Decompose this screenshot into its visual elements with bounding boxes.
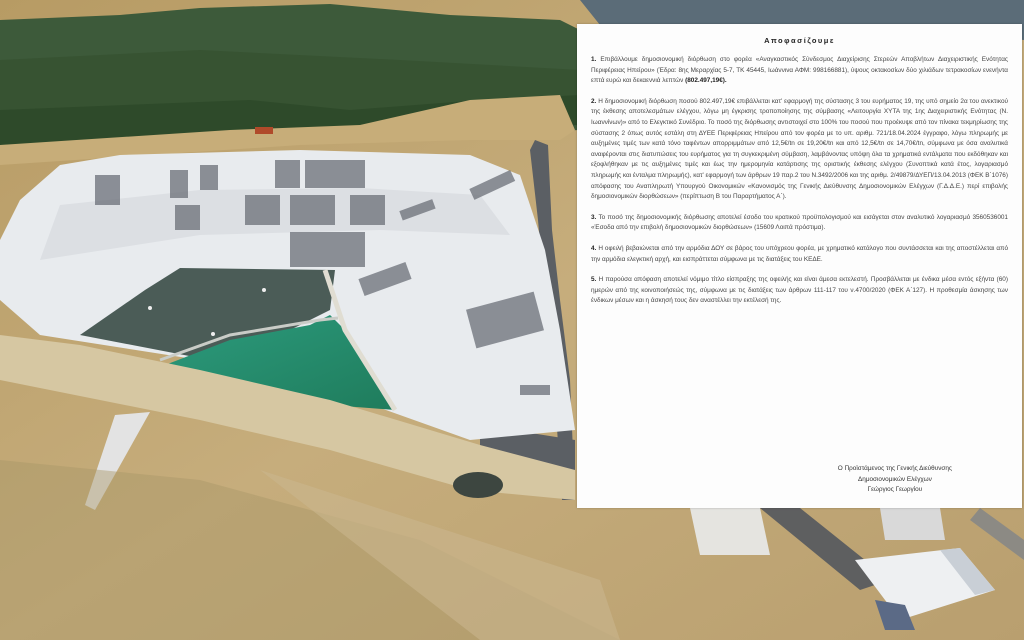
paragraph-5: [591, 275, 1008, 307]
paragraph-1-number: 1.: [591, 56, 597, 63]
paragraph-5-number: 5.: [591, 276, 597, 284]
paragraph-4: [591, 244, 1008, 265]
paragraph-1-text: Επιβάλλουμε δημοσιονομική διόρθωση στο φορέα «Αναγκαστικός Σύνδεσμος Διαχείρισης Στερεών Αποβλήτων Διαχειριστικής Ενότητας Περιφέρειας Ηπείρου» (Έδρα: 8ης Μεραρχίας 5-7, ΤΚ 45445, Ιωάννινα ΑΦΜ: 998166881), ύψους οκτακοσίων δύο χιλιάδων τετρακοσίων ενενήντα επτά ευρώ και δεκαεννιά λεπτών: [591, 56, 1008, 85]
signature-department: Δημοσιονομικών Ελέγχων: [858, 475, 932, 483]
paragraph-2: [591, 97, 1008, 203]
document-title: Αποφασίζουμε: [764, 36, 835, 45]
paragraph-5-text: Η παρούσα απόφαση αποτελεί νόμιμο τίτλο είσπραξης της οφειλής και είναι άμεσα εκτελεστή. Προσβάλλεται με ένδικα μέσα εντός εξήντα (60) ημερών από της κοινοποιήσεώς της, σύμφωνα με τις διατάξεις των άρθρων 111-117 του ν.4700/2020 (ΦΕΚ Α΄127). Η προθεσμία άσκησης των ένδικων μέσων και η άσκησή τους δεν αναστέλλει την εκτέλεσή της.: [591, 276, 1008, 305]
paragraph-1: [591, 55, 1008, 87]
paragraph-2-number: 2.: [591, 97, 597, 105]
paragraph-1-amount: (802.497,19€).: [685, 77, 727, 85]
decision-document: [577, 24, 1022, 508]
paragraph-2-text: Η δημοσιονομική διόρθωση ποσού 802.497,19€ επιβάλλεται κατ' εφαρμογή της σύστασης 3 του ευρήματος 19, της υπό σημείο 2α του ανεκτικού της έκθεσης αποτελεσμάτων ελέγχου, λόγω μη έγκρισης τροποποίησης της σύμβασης «Λειτουργία ΧΥΤΑ της 1ης Διαχειριστικής Ενότητας (Ν. Ιωαννίνων)» από το Ελεγκτικό Συνέδριο. Το ποσό της διόρθωσης αντιστοιχεί στο 100% του ποσού που προέκυψε από τον πίνακα τεκμηρίωσης της σύστασης 2 όπως αυτός εστάλη στη ΔΥΕΕ Περιφέρειας Ηπείρου από τον φορέα με το υπ. αριθμ. 721/18.04.2024 έγγραφο, λόγω πληρωμής με αυξημένες τιμές των κατά τόνο ταφέντων απορριμμάτων από 12,5€/tn σε 19,20€/tn και από 12,5€/tn σε 14,70€/tn, σύμφωνα με όσα αναλυτικά αναφέρονται στις διατυπώσεις του ευρήματος για τη συγκεκριμένη σύμβαση, λαμβάνοντας υπόψη όλα τα χρηματικά εντάλματα που εκδόθηκαν και εξοφλήθηκαν με τις αυξημένες τιμές και έως την ημερομηνία κατάρτισης της οριστικής έκθεσης ελέγχου (Συνοπτικά κατά έτος, λογαριασμό πληρωμής και ένταλμα πληρωμής), κατ' εφαρμογή των άρθρων 19 παρ.2 του Ν.3492/2006 και της αριθμ. 2/49879/ΔΥΕΠ/13.04.2013 (ΦΕΚ Β΄1076) απόφασης του Αναπληρωτή Υπουργού Οικονομικών «Κανονισμός της Γενικής Διεύθυνσης Δημοσιονομικών Ελέγχων (Γ.Δ.Δ.Ε.) περί επιβολής δημοσιονομικών διορθώσεων» (περίπτωση Β του Παραρτήματος Α΄).: [591, 97, 1008, 201]
signature-title: Ο Προϊστάμενος της Γενικής Διεύθυνσης: [837, 465, 952, 472]
paragraph-3: [591, 213, 1008, 234]
paragraph-3-number: 3.: [591, 213, 597, 221]
signature-name: Γεώργιος Γεωργίου: [867, 486, 923, 493]
paragraph-4-number: 4.: [591, 244, 597, 252]
paragraph-4-text: Η οφειλή βεβαιώνεται από την αρμόδια ΔΟΥ σε βάρος του υπόχρεου φορέα, με χρηματικό κατάλογο που συντάσσεται και της αποστέλλεται από την αρμόδια ελεγκτική αρχή, και εισπράττεται σύμφωνα με τις διατάξεις του ΚΕΔΕ.: [591, 244, 1008, 263]
paragraph-3-text: Το ποσό της δημοσιονομικής διόρθωσης αποτελεί έσοδο του κρατικού προϋπολογισμού και εισάγεται στον αναλυτικό λογαριασμό 3560536001 «Έσοδα από την επιβολή δημοσιονομικών διορθώσεων» (15609 Λοιπά πρόστιμα).: [591, 213, 1008, 232]
signature-block: [838, 464, 952, 496]
